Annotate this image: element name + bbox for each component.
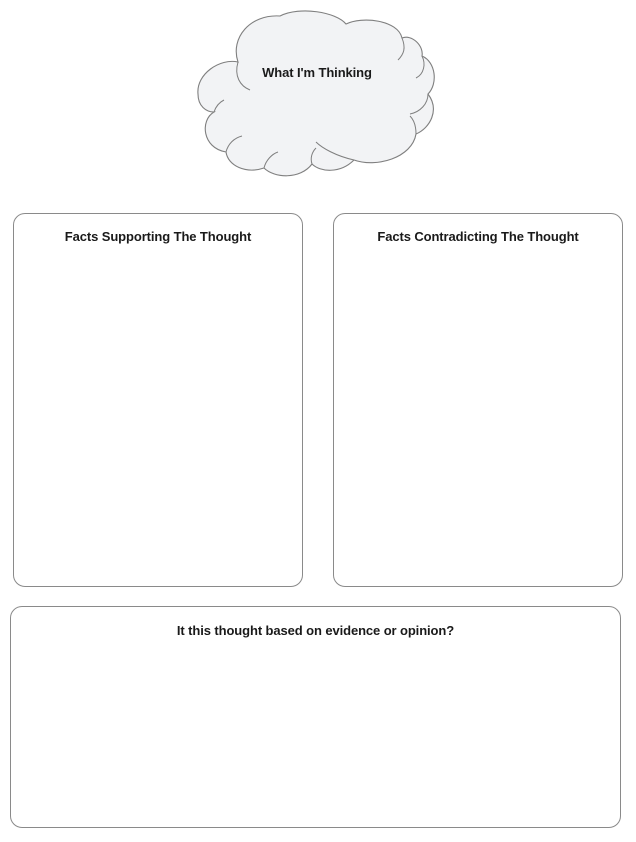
cloud-title: What I'm Thinking: [262, 65, 372, 80]
evidence-or-opinion-box[interactable]: [10, 606, 621, 828]
facts-contradicting-box[interactable]: [333, 213, 623, 587]
evidence-or-opinion-title: It this thought based on evidence or opinion?: [176, 623, 455, 638]
facts-supporting-box[interactable]: [13, 213, 303, 587]
facts-supporting-title: Facts Supporting The Thought: [64, 229, 252, 244]
cloud-shape-icon: [190, 8, 444, 180]
facts-contradicting-title: Facts Contradicting The Thought: [377, 229, 579, 244]
thought-cloud: [190, 8, 444, 180]
